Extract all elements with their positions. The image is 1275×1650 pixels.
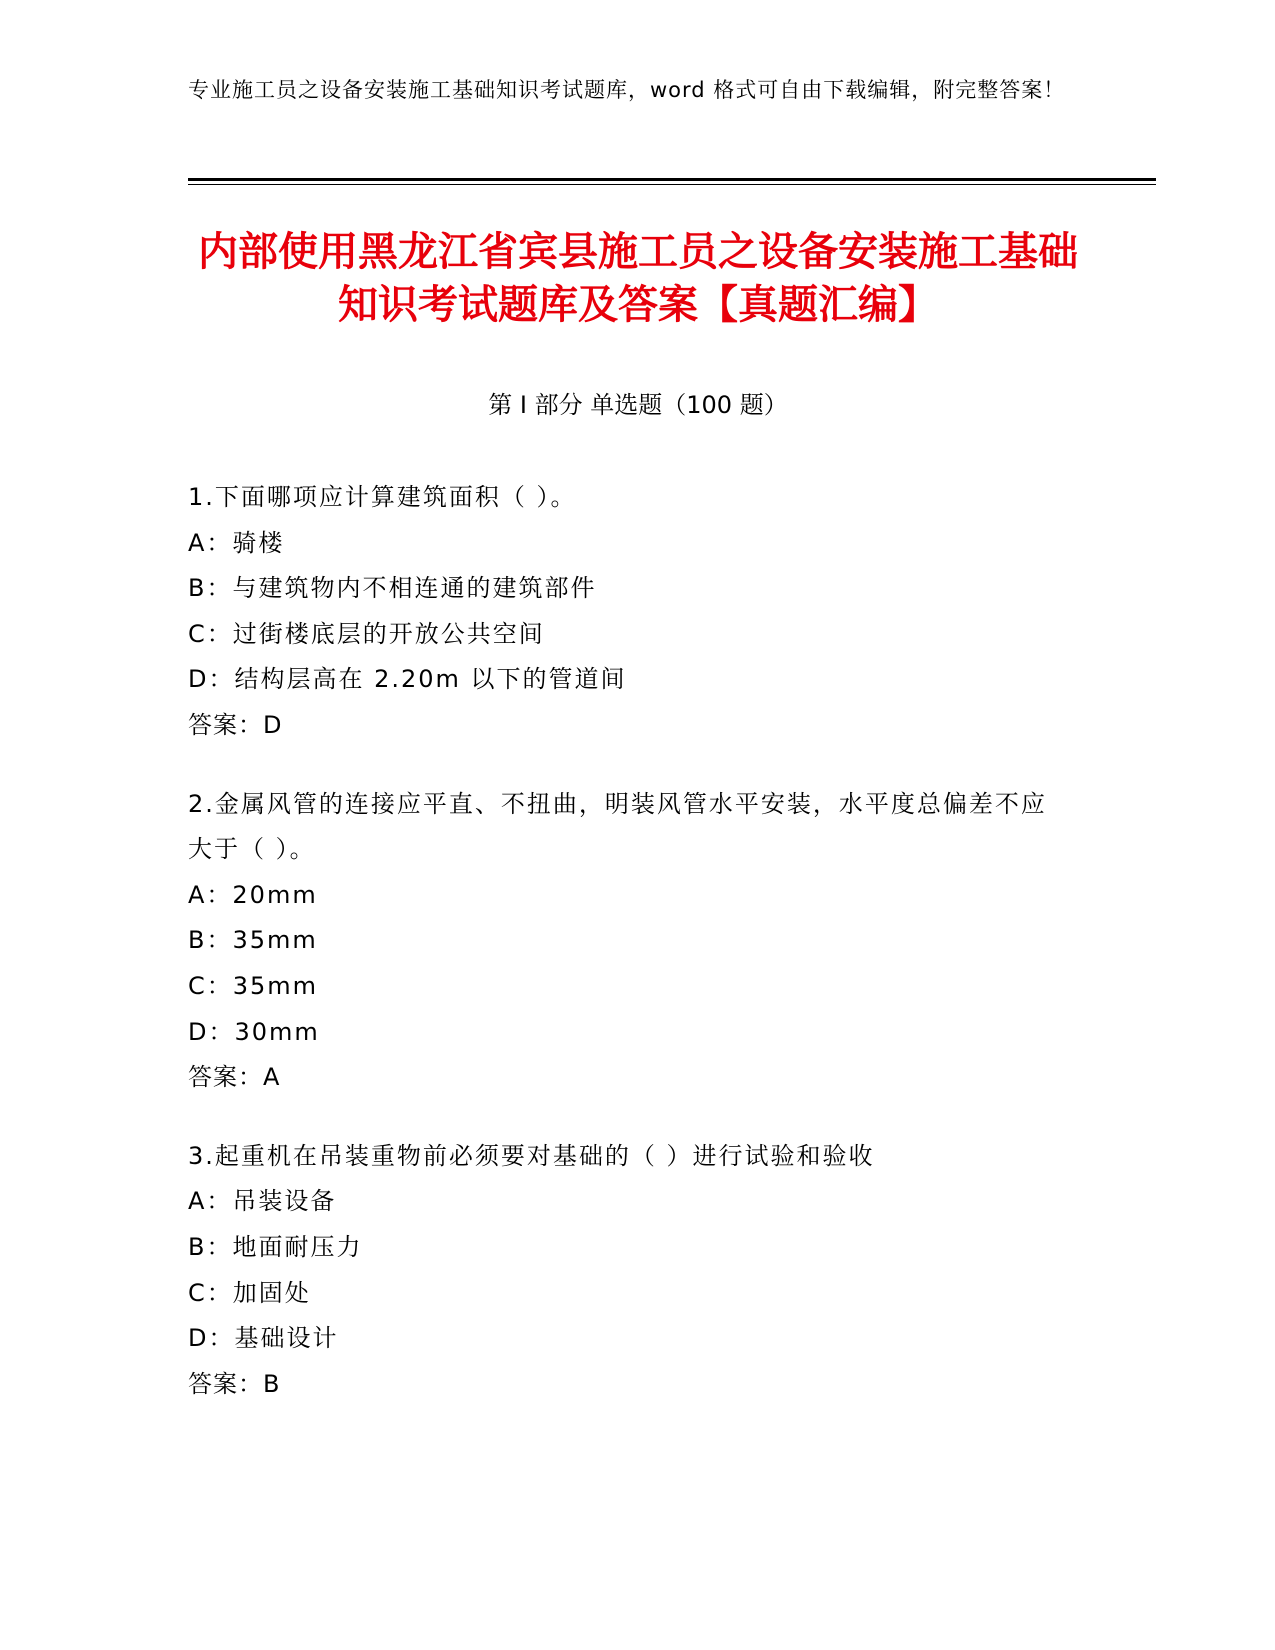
section-heading: 第 I 部分 单选题（100 题）: [488, 391, 788, 419]
document-title: 内部使用黑龙江省宾县施工员之设备安装施工基础知识考试题库及答案【真题汇编】: [198, 229, 1078, 328]
question-stem: 3.起重机在吊装重物前必须要对基础的（ ）进行试验和验收: [188, 1141, 875, 1170]
option-d: D：基础设计: [188, 1324, 339, 1353]
option-b: B：与建筑物内不相连通的建筑部件: [188, 574, 597, 603]
header-divider-thick: [188, 178, 1156, 181]
option-c: C：过街楼底层的开放公共空间: [188, 619, 545, 648]
question-3: [188, 1134, 1068, 1408]
question-2: [188, 782, 1068, 1101]
question-stem: 2.金属风管的连接应平直、不扭曲，明装风管水平安装，水平度总偏差不应大于（ ）。: [188, 789, 1047, 864]
option-c: C：加固处: [188, 1278, 311, 1307]
option-b: B：35mm: [188, 926, 318, 955]
option-a: A：骑楼: [188, 528, 285, 557]
option-d: D：结构层高在 2.20m 以下的管道间: [188, 665, 627, 694]
option-d: D：30mm: [188, 1017, 320, 1046]
answer-line: 答案：B: [188, 1369, 281, 1398]
option-a: A：20mm: [188, 880, 318, 909]
option-a: A：吊装设备: [188, 1187, 337, 1216]
header-divider-thin: [188, 184, 1156, 185]
option-b: B：地面耐压力: [188, 1232, 363, 1261]
answer-line: 答案：D: [188, 710, 283, 739]
question-1: [188, 475, 1068, 749]
question-stem: 1.下面哪项应计算建筑面积（ ）。: [188, 483, 577, 511]
question-list: [188, 475, 1068, 1440]
header-note: 专业施工员之设备安装施工基础知识考试题库，word 格式可自由下载编辑，附完整答案！: [188, 78, 1066, 102]
answer-line: 答案：A: [188, 1063, 281, 1092]
option-c: C：35mm: [188, 971, 319, 1000]
